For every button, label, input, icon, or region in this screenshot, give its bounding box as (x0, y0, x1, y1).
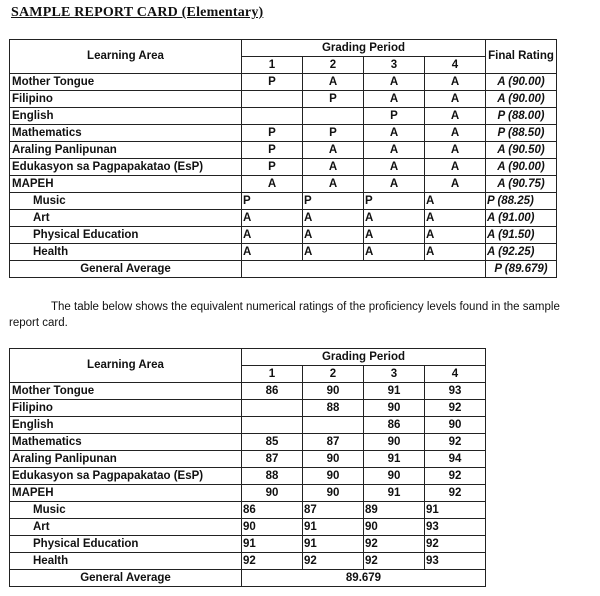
final-rating: A (90.00) (486, 91, 557, 108)
quarter-rating: A (303, 74, 364, 91)
table-row (10, 383, 486, 400)
subject-name: English (10, 108, 242, 125)
quarter-rating: A (364, 210, 425, 227)
subject-name: Filipino (10, 91, 242, 108)
quarter-header: 4 (425, 57, 486, 74)
subject-name: Araling Panlipunan (10, 142, 242, 159)
quarter-rating: 94 (425, 451, 486, 468)
quarter-rating: P (242, 193, 303, 210)
quarter-rating: 90 (242, 519, 303, 536)
learning-area-header: Learning Area (10, 349, 242, 383)
quarter-rating: A (425, 91, 486, 108)
sub-subject-name: Health (10, 553, 242, 570)
table-row (10, 536, 486, 553)
general-average-value: P (89.679) (486, 261, 557, 278)
final-rating-header: Final Rating (486, 40, 557, 74)
subject-name: MAPEH (10, 485, 242, 502)
explanation-paragraph: The table below shows the equivalent numerical ratings of the proficiency levels found in the sample report card. (9, 301, 560, 329)
table-row (10, 519, 486, 536)
quarter-rating: 92 (425, 536, 486, 553)
table-row (10, 91, 557, 108)
sub-subject-name: Music (10, 193, 242, 210)
quarter-rating: A (303, 227, 364, 244)
quarter-rating: 90 (364, 400, 425, 417)
quarter-rating: A (425, 244, 486, 261)
quarter-header: 2 (303, 366, 364, 383)
quarter-rating: 87 (242, 451, 303, 468)
final-rating: P (88.00) (486, 108, 557, 125)
quarter-header: 1 (242, 57, 303, 74)
final-rating: P (88.50) (486, 125, 557, 142)
subject-name: Mother Tongue (10, 383, 242, 400)
quarter-rating: 92 (425, 468, 486, 485)
subject-name: Mother Tongue (10, 74, 242, 91)
table-row (10, 485, 486, 502)
table-row (10, 142, 557, 159)
sub-subject-name: Art (10, 210, 242, 227)
quarter-rating: A (425, 176, 486, 193)
quarter-rating: A (303, 210, 364, 227)
quarter-rating: 91 (303, 536, 364, 553)
quarter-rating: A (425, 227, 486, 244)
subject-name: Mathematics (10, 434, 242, 451)
quarter-rating: P (303, 91, 364, 108)
quarter-rating: 87 (303, 502, 364, 519)
quarter-header: 3 (364, 366, 425, 383)
quarter-rating: A (425, 142, 486, 159)
quarter-rating: 90 (303, 485, 364, 502)
quarter-rating: A (242, 210, 303, 227)
quarter-rating: A (364, 74, 425, 91)
quarter-rating (242, 108, 303, 125)
quarter-rating: P (303, 193, 364, 210)
subject-name: Mathematics (10, 125, 242, 142)
quarter-rating: A (364, 227, 425, 244)
subject-name: Edukasyon sa Pagpapakatao (EsP) (10, 468, 242, 485)
final-rating: A (90.00) (486, 159, 557, 176)
general-average-label: General Average (10, 261, 242, 278)
quarter-rating: A (303, 159, 364, 176)
table-row (10, 244, 557, 261)
sub-subject-name: Physical Education (10, 536, 242, 553)
quarter-rating: 86 (364, 417, 425, 434)
quarter-rating (242, 417, 303, 434)
final-rating: P (88.25) (486, 193, 557, 210)
quarter-rating: 89 (364, 502, 425, 519)
table-row (10, 210, 557, 227)
grading-period-header: Grading Period (242, 40, 486, 57)
quarter-rating: 92 (242, 553, 303, 570)
final-rating: A (90.00) (486, 74, 557, 91)
report-card-table (9, 39, 557, 278)
quarter-rating: 91 (303, 519, 364, 536)
empty-cell (242, 261, 486, 278)
quarter-rating (242, 400, 303, 417)
quarter-rating: P (303, 125, 364, 142)
final-rating: A (91.50) (486, 227, 557, 244)
quarter-rating: A (425, 210, 486, 227)
final-rating: A (90.75) (486, 176, 557, 193)
table-row (10, 553, 486, 570)
quarter-rating: 86 (242, 383, 303, 400)
subject-name: Araling Panlipunan (10, 451, 242, 468)
sub-subject-name: Music (10, 502, 242, 519)
quarter-rating: 90 (303, 468, 364, 485)
quarter-rating: A (242, 244, 303, 261)
quarter-rating: A (364, 159, 425, 176)
quarter-rating: 92 (425, 400, 486, 417)
final-rating: A (90.50) (486, 142, 557, 159)
table-row (10, 451, 486, 468)
quarter-rating: 85 (242, 434, 303, 451)
quarter-rating: 91 (364, 451, 425, 468)
quarter-rating (242, 91, 303, 108)
grading-period-header: Grading Period (242, 349, 486, 366)
table-row (10, 502, 486, 519)
final-rating: A (91.00) (486, 210, 557, 227)
quarter-rating: 92 (425, 485, 486, 502)
quarter-rating (303, 417, 364, 434)
table-row (10, 468, 486, 485)
quarter-rating: A (364, 176, 425, 193)
quarter-rating: 91 (242, 536, 303, 553)
quarter-rating: P (364, 108, 425, 125)
quarter-rating: P (242, 74, 303, 91)
table-row (10, 434, 486, 451)
general-average-value: 89.679 (242, 570, 486, 587)
quarter-rating: 90 (242, 485, 303, 502)
quarter-rating: A (303, 142, 364, 159)
quarter-rating: P (364, 193, 425, 210)
quarter-rating: 90 (364, 434, 425, 451)
quarter-rating: 90 (364, 519, 425, 536)
general-average-row (10, 570, 486, 587)
subject-name: Filipino (10, 400, 242, 417)
table-row (10, 108, 557, 125)
quarter-rating: A (242, 227, 303, 244)
sub-subject-name: Physical Education (10, 227, 242, 244)
quarter-rating: 88 (242, 468, 303, 485)
quarter-rating: 92 (303, 553, 364, 570)
sub-subject-name: Art (10, 519, 242, 536)
quarter-rating: 87 (303, 434, 364, 451)
quarter-rating: A (364, 244, 425, 261)
table-row (10, 400, 486, 417)
page-title: SAMPLE REPORT CARD (Elementary) (11, 5, 264, 20)
final-rating: A (92.25) (486, 244, 557, 261)
sub-subject-name: Health (10, 244, 242, 261)
table-row (10, 227, 557, 244)
quarter-rating: 91 (425, 502, 486, 519)
quarter-rating: 93 (425, 519, 486, 536)
quarter-rating: 92 (425, 434, 486, 451)
quarter-rating: 90 (303, 383, 364, 400)
quarter-rating: P (242, 125, 303, 142)
quarter-rating: A (425, 125, 486, 142)
quarter-rating: A (364, 91, 425, 108)
quarter-header: 3 (364, 57, 425, 74)
general-average-row (10, 261, 557, 278)
quarter-rating: 91 (364, 485, 425, 502)
table-row (10, 193, 557, 210)
quarter-rating: 91 (364, 383, 425, 400)
quarter-header: 2 (303, 57, 364, 74)
quarter-rating: 90 (364, 468, 425, 485)
subject-name: Edukasyon sa Pagpapakatao (EsP) (10, 159, 242, 176)
quarter-header: 4 (425, 366, 486, 383)
quarter-header: 1 (242, 366, 303, 383)
quarter-rating: 93 (425, 383, 486, 400)
quarter-rating: P (242, 159, 303, 176)
table-row (10, 74, 557, 91)
subject-name: MAPEH (10, 176, 242, 193)
quarter-rating: 88 (303, 400, 364, 417)
quarter-rating: P (242, 142, 303, 159)
learning-area-header: Learning Area (10, 40, 242, 74)
general-average-label: General Average (10, 570, 242, 587)
quarter-rating: A (425, 108, 486, 125)
quarter-rating: A (303, 176, 364, 193)
quarter-rating: A (425, 159, 486, 176)
quarter-rating (303, 108, 364, 125)
table-row (10, 125, 557, 142)
table-row (10, 176, 557, 193)
quarter-rating: 92 (364, 553, 425, 570)
quarter-rating: 92 (364, 536, 425, 553)
quarter-rating: 90 (303, 451, 364, 468)
quarter-rating: A (425, 74, 486, 91)
quarter-rating: A (242, 176, 303, 193)
quarter-rating: A (364, 142, 425, 159)
subject-name: English (10, 417, 242, 434)
numerical-ratings-table (9, 348, 486, 587)
quarter-rating: A (425, 193, 486, 210)
quarter-rating: 90 (425, 417, 486, 434)
quarter-rating: 93 (425, 553, 486, 570)
quarter-rating: A (303, 244, 364, 261)
quarter-rating: A (364, 125, 425, 142)
table-row (10, 417, 486, 434)
table-row (10, 159, 557, 176)
quarter-rating: 86 (242, 502, 303, 519)
